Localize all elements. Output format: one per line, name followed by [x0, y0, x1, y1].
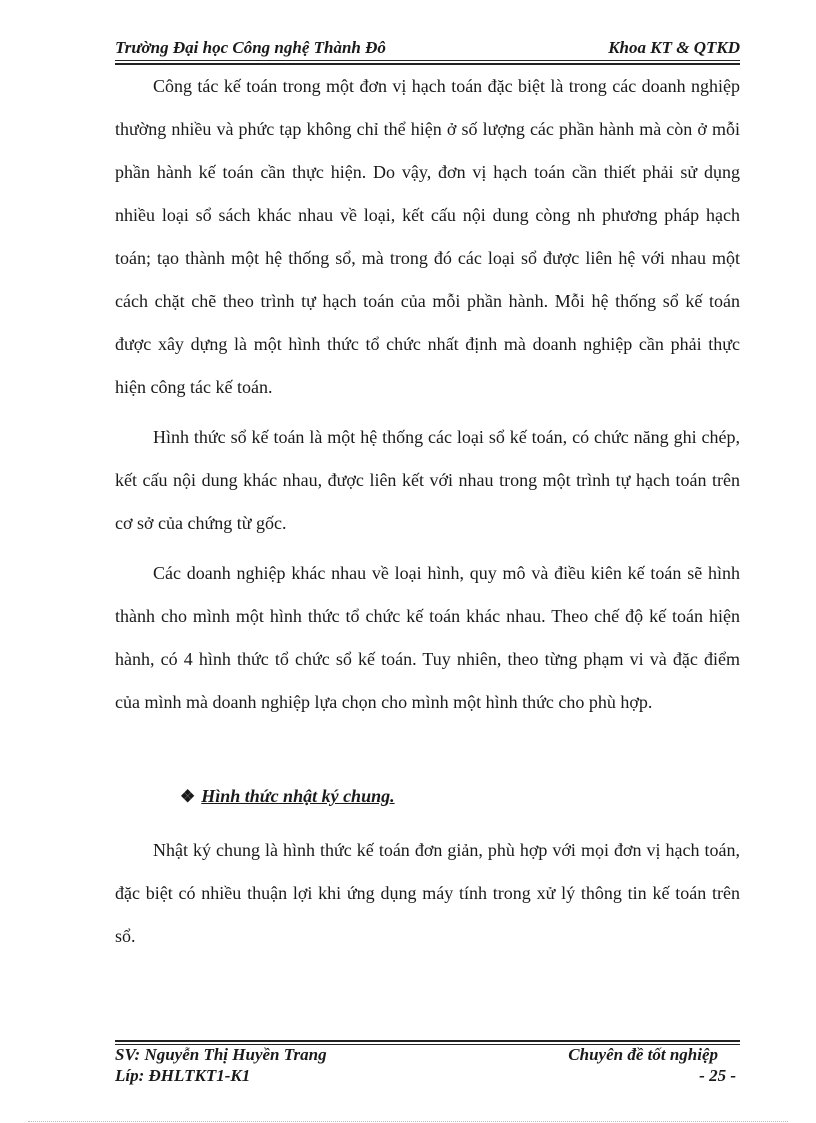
paragraph-2: Hình thức sổ kế toán là một hệ thống các loại sổ kế toán, có chức năng ghi chép, kết cấu nội dung khác nhau, được liên kết với nhau trong một trình tự hạch toán trên cơ sở của chứng từ gốc. [115, 427, 740, 533]
section-heading [180, 786, 395, 807]
paragraph-1: Công tác kế toán trong một đơn vị hạch toán đặc biệt là trong các doanh nghiệp thường nhiều và phức tạp không chỉ thể hiện ở số lượng các phần hành mà còn ở mỗi phần hành kế toán cần thực hiện. Do vậy, đơn vị hạch toán cần thiết phải sử dụng nhiều loại sổ sách khác nhau về loại, kết cấu nội dung còng nh phương pháp hạch toán; tạo thành một hệ thống sổ, mà trong đó các loại sổ được liên hệ với nhau một cách chặt chẽ theo trình tự hạch toán của mỗi phần hành. Mỗi hệ thống sổ kế toán được xây dựng là một hình thức tổ chức nhất định mà doanh nghiệp cần phải thực hiện công tác kế toán. [115, 76, 740, 397]
footer-class: Líp: ĐHLTKT1-K1 [115, 1066, 251, 1085]
footer-student: SV: Nguyễn Thị Huyền Trang [115, 1045, 327, 1064]
page-number: - 25 - [699, 1066, 736, 1085]
header-rule [115, 60, 740, 61]
header-faculty: Khoa KT & QTKD [608, 38, 740, 57]
header-school: Trường Đại học Công nghệ Thành Đô [115, 38, 386, 57]
paragraph-3: Các doanh nghiệp khác nhau về loại hình, quy mô và điều kiên kế toán sẽ hình thành cho mình một hình thức tổ chức kế toán khác nhau. Theo chế độ kế toán hiện hành, có 4 hình thức tổ chức sổ kế toán. Tuy nhiên, theo từng phạm vi và đặc điểm của mình mà doanh nghiệp lựa chọn cho mình một hình thức cho phù hợp. [115, 563, 740, 712]
page-footer [115, 1040, 740, 1090]
page-header [115, 34, 740, 62]
footer-rule-thick [115, 1040, 740, 1042]
diamond-bullet-icon: ❖ [180, 787, 196, 806]
footer-doc-type: Chuyên đề tốt nghiệp [568, 1045, 718, 1064]
page-bottom-dotted-border [28, 1121, 788, 1122]
paragraph-4: Nhật ký chung là hình thức kế toán đơn giản, phù hợp với mọi đơn vị hạch toán, đặc biệt có nhiều thuận lợi khi ứng dụng máy tính trong xử lý thông tin kế toán trên sổ. [115, 840, 740, 946]
section-heading-title: Hình thức nhật ký chung. [201, 786, 395, 806]
